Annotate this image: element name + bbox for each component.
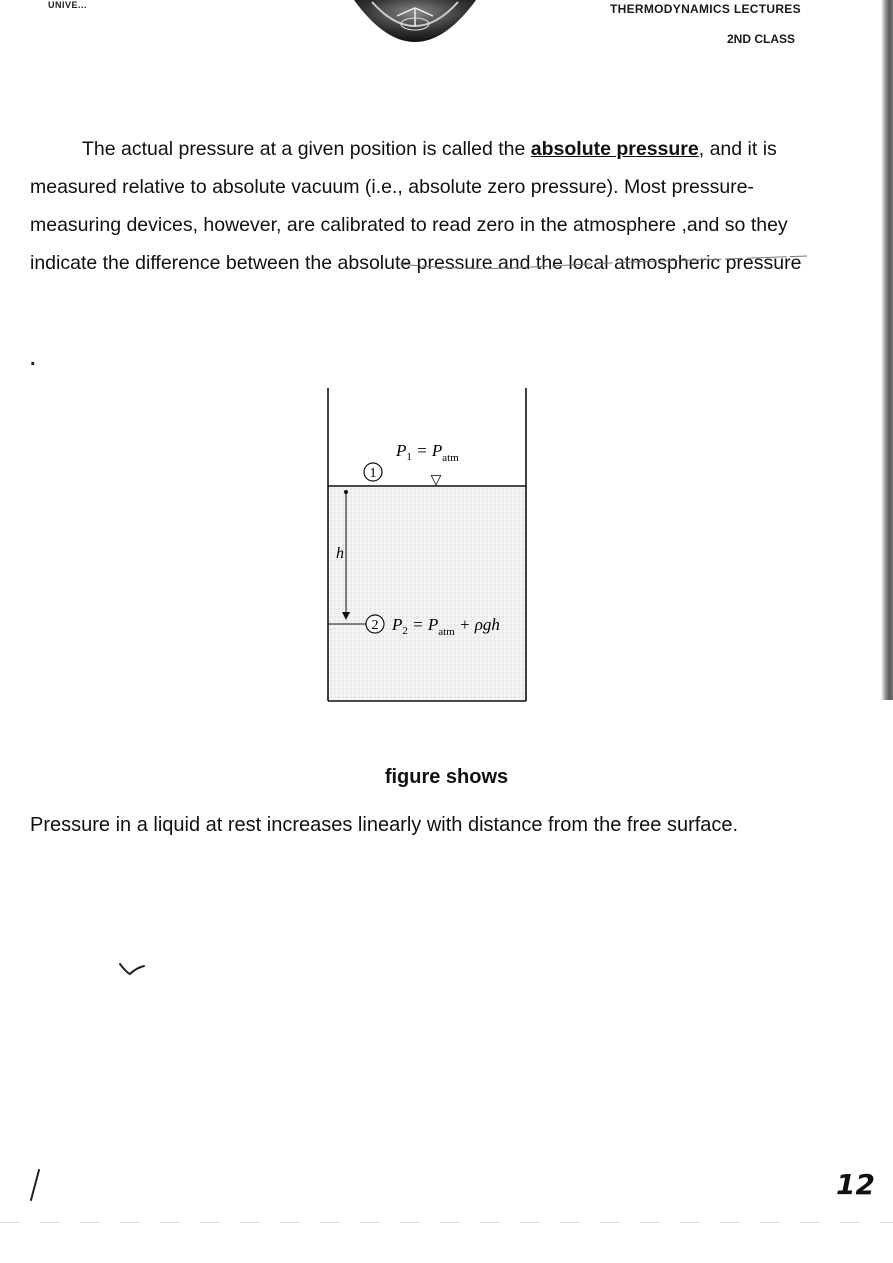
handwritten-slash-mark xyxy=(28,1168,42,1202)
point-1-number: 1 xyxy=(369,466,377,481)
depth-label-h: h xyxy=(336,545,344,562)
handwritten-underline-mark xyxy=(395,250,815,280)
depth-arrow-start xyxy=(344,490,348,494)
p1-equation: $P_1 = P_{atm}$ xyxy=(396,441,459,464)
point-2-number: 2 xyxy=(371,618,379,633)
term-absolute-pressure: absolute pressure xyxy=(530,138,699,160)
free-surface-symbol: ▽ xyxy=(430,472,442,488)
scan-bottom-edge xyxy=(0,1222,893,1223)
paragraph-text-before-term: The actual pressure at a given position is called the xyxy=(82,138,531,160)
pressure-statement: Pressure in a liquid at rest increases linearly with distance from the free surface. xyxy=(30,814,739,836)
header-institution-fragment: UNIVE... xyxy=(48,0,88,10)
figure-caption: figure shows xyxy=(384,766,509,788)
header-class-level: 2ND CLASS xyxy=(727,32,796,46)
page-number: 12 xyxy=(836,1168,875,1201)
university-seal-logo xyxy=(352,0,478,60)
header-course-title: THERMODYNAMICS LECTURES xyxy=(610,2,801,16)
stray-period-mark: . xyxy=(30,348,36,370)
paragraph-text-after-term: , and it is measured relative to absolute vacuum (i.e., absolute zero pressure). Most pressure-measuring devices, however, are calibrated to read zero in the atmosphere ,and so they indicate the difference between the absolute pressure and the local atmospheric pressure xyxy=(30,138,802,274)
p2-equation: $P_2 = P_{atm} + \rho gh$ xyxy=(392,615,500,638)
liquid-region xyxy=(328,486,526,701)
pressure-tank-figure xyxy=(318,380,540,710)
handwritten-check-mark xyxy=(118,958,148,978)
scan-edge-shadow xyxy=(881,0,893,700)
